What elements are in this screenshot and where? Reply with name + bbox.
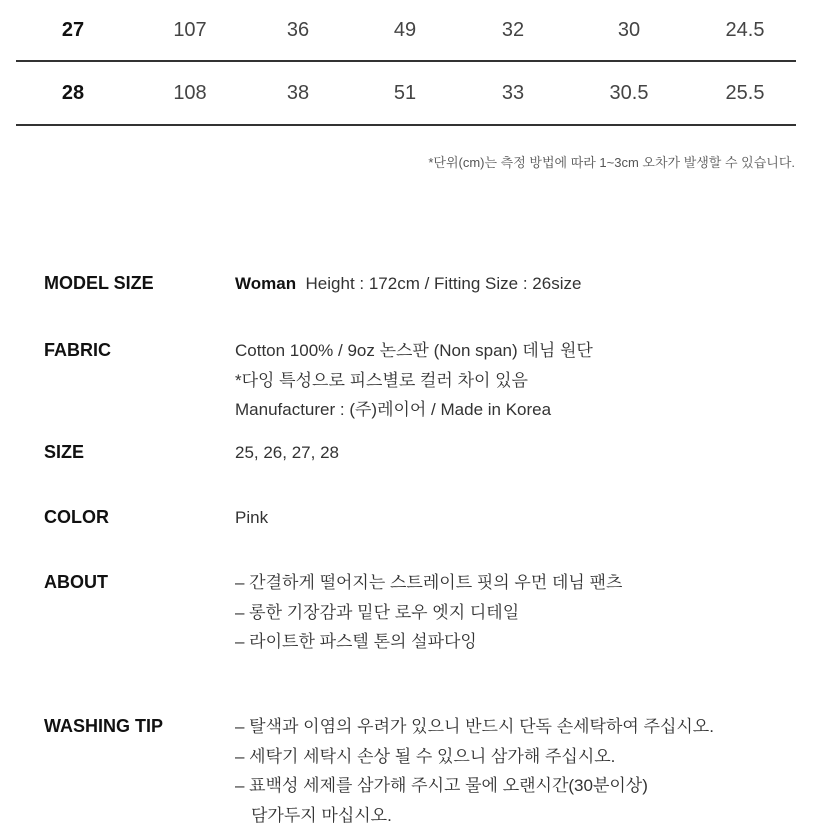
table-cell: 30 [584,0,674,60]
spec-line: – 라이트한 파스텔 톤의 설파다잉 [235,631,795,661]
spec-line: – 탈색과 이염의 우려가 있으니 반드시 단독 손세탁하여 주십시오. [235,716,795,746]
table-cell: 36 [253,0,343,60]
table-cell: 33 [468,62,558,124]
table-row [16,0,796,62]
spec-line: Manufacturer : (주)레이어 / Made in Korea [235,399,795,429]
spec-line: Cotton 100% / 9oz 논스판 (Non span) 데님 원단 [235,340,795,370]
spec-line: – 세탁기 세탁시 손상 될 수 있으니 삼가해 주십시오. [235,746,795,776]
spec-value [235,340,795,429]
table-cell: 107 [145,0,235,60]
spec-value [235,273,795,303]
table-cell: 27 [28,0,118,60]
spec-line: 25, 26, 27, 28 [235,442,795,472]
spec-line: Pink [235,507,795,537]
spec-label: MODEL SIZE [44,273,224,294]
measurement-note: *단위(cm)는 측정 방법에 따라 1~3cm 오차가 발생할 수 있습니다. [428,152,795,171]
spec-value [235,716,795,834]
spec-line: 담가두지 마십시오. [235,805,795,834]
size-table [16,0,796,126]
spec-line: *다잉 특성으로 피스별로 컬러 차이 있음 [235,370,795,400]
table-row [16,62,796,126]
table-cell: 108 [145,62,235,124]
table-cell: 49 [360,0,450,60]
spec-label: ABOUT [44,572,224,593]
table-cell: 38 [253,62,343,124]
table-cell: 30.5 [584,62,674,124]
spec-label: WASHING TIP [44,716,224,737]
table-cell: 32 [468,0,558,60]
spec-line: – 롱한 기장감과 밑단 로우 엣지 디테일 [235,602,795,632]
table-cell: 28 [28,62,118,124]
model-gender: Woman [235,274,296,293]
spec-line: – 표백성 세제를 삼가해 주시고 물에 오랜시간(30분이상) [235,775,795,805]
table-cell: 51 [360,62,450,124]
spec-value [235,572,795,661]
spec-line: – 간결하게 떨어지는 스트레이트 핏의 우먼 데님 팬츠 [235,572,795,602]
table-cell: 24.5 [700,0,790,60]
spec-line [235,273,795,303]
spec-value [235,507,795,537]
table-cell: 25.5 [700,62,790,124]
spec-value [235,442,795,472]
spec-label: COLOR [44,507,224,528]
spec-label: FABRIC [44,340,224,361]
spec-label: SIZE [44,442,224,463]
model-detail: Height : 172cm / Fitting Size : 26size [306,274,582,293]
